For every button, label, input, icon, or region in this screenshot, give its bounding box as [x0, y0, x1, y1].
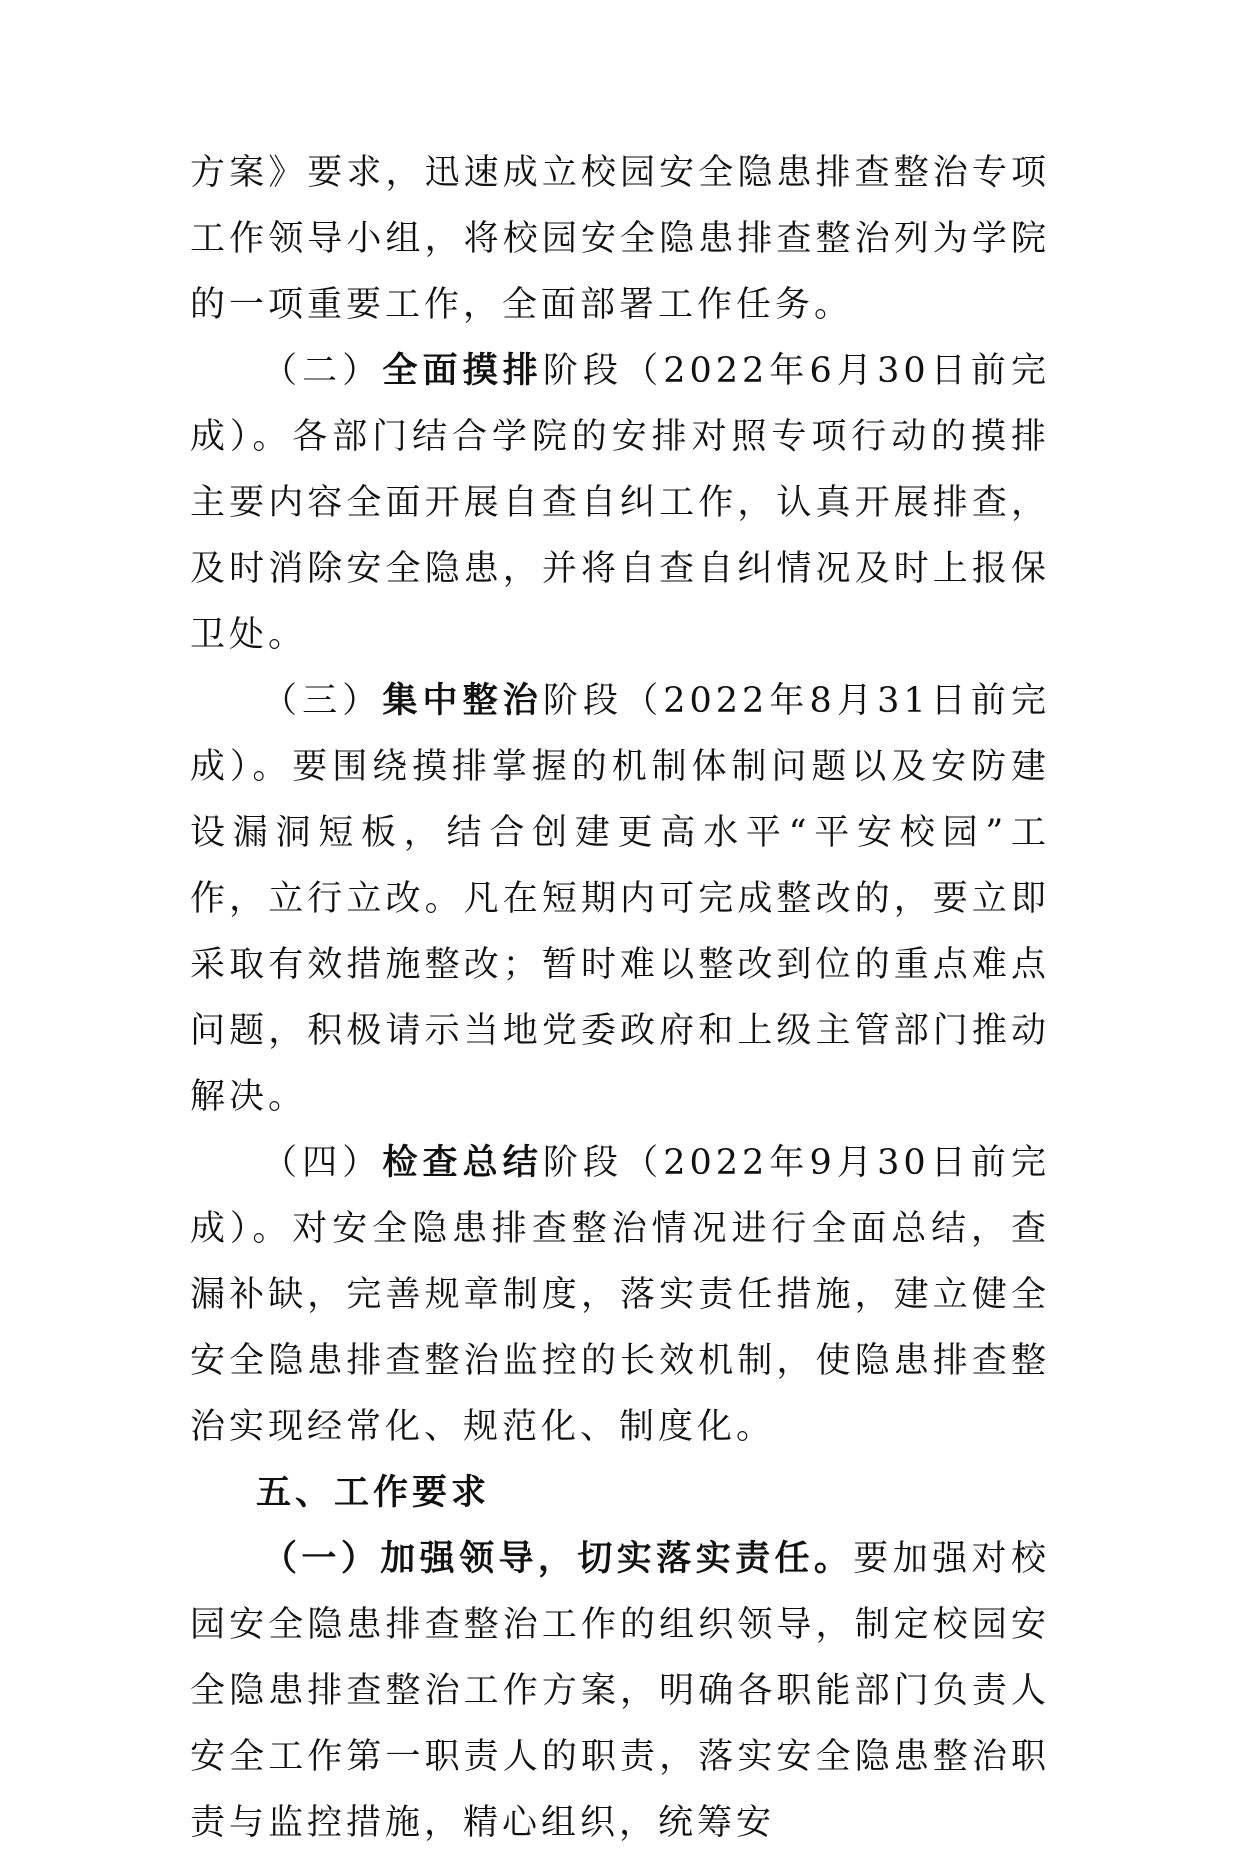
paragraph-continuation [190, 140, 1050, 338]
paragraph-text: 阶段（2022年9月30日前完成）。对安全隐患排查整治情况进行全面总结，查漏补缺，完善规章制度，落实责任措施，建立健全安全隐患排查整治监控的长效机制，使隐患排查整治实现经常化、规范化、制度化。 [190, 1143, 1050, 1447]
paragraph-text: 阶段（2022年8月31日前完成）。要围绕摸排掌握的机制体制问题以及安防建设漏洞短板，结合创建更高水平“平安校园”工作，立行立改。凡在短期内可完成整改的，要立即采取有效措施整改；暂时难以整改到位的重点难点问题，积极请示当地党委政府和上级主管部门推动解决。 [190, 681, 1050, 1117]
paragraph-stage-3 [190, 668, 1050, 1130]
paragraph-bold-term: （一）加强领导，切实落实责任。 [262, 1538, 854, 1579]
paragraph-bold-term: 全面摸排 [382, 350, 543, 391]
paragraph-text: 阶段（2022年6月30日前完成）。各部门结合学院的安排对照专项行动的摸排主要内容全面开展自查自纠工作，认真开展排查，及时消除安全隐患，并将自查自纠情况及时上报保卫处。 [190, 351, 1050, 655]
paragraph-text: 方案》要求，迅速成立校园安全隐患排查整治专项工作领导小组，将校园安全隐患排查整治列为学院的一项重要工作，全面部署工作任务。 [190, 153, 1050, 325]
paragraph-bold-term: 集中整治 [382, 680, 543, 721]
paragraph-text: 要加强对校园安全隐患排查整治工作的组织领导，制定校园安全隐患排查整治工作方案，明确各职能部门负责人安全工作第一职责人的职责，落实安全隐患整治职责与监控措施，精心组织，统筹安 [190, 1539, 1050, 1843]
section-heading: 五、工作要求 [256, 1472, 491, 1513]
document-body [190, 140, 1050, 1856]
paragraph-prefix: （二） [262, 351, 383, 391]
paragraph-requirement-1 [190, 1526, 1050, 1856]
paragraph-stage-2 [190, 338, 1050, 668]
paragraph-prefix: （三） [262, 681, 383, 721]
paragraph-bold-term: 检查总结 [382, 1142, 543, 1183]
paragraph-prefix: （四） [262, 1143, 383, 1183]
paragraph-stage-4 [190, 1130, 1050, 1460]
